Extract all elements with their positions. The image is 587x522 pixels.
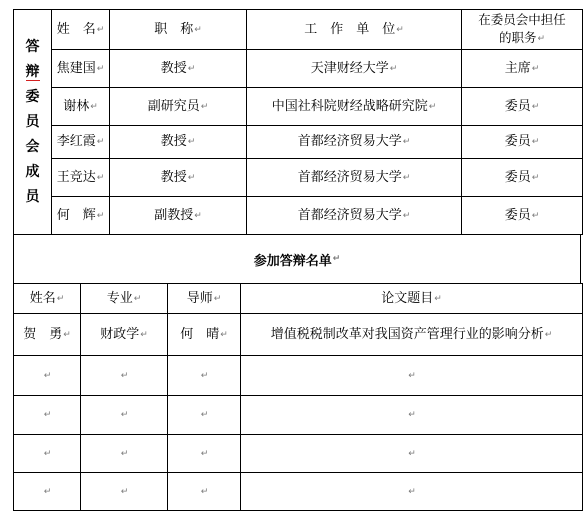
- student-name: ↵: [14, 396, 81, 435]
- header-role-line2: 的职务↵: [498, 30, 546, 45]
- student-advisor: ↵: [168, 473, 241, 511]
- header-title: 职 称↵: [110, 10, 247, 50]
- member-role: 委员↵: [462, 88, 583, 126]
- member-unit: 首都经济贸易大学↵: [247, 159, 462, 197]
- committee-vertical-label: [14, 10, 52, 235]
- committee-row: [14, 50, 583, 88]
- committee-header-row: [14, 10, 583, 50]
- defense-row: [14, 396, 583, 435]
- member-role: 委员↵: [462, 126, 583, 159]
- committee-row: [14, 126, 583, 159]
- student-advisor: 何 晴↵: [168, 314, 241, 356]
- member-role: 主席↵: [462, 50, 583, 88]
- vertical-char: 员: [25, 113, 40, 130]
- student-major: ↵: [81, 396, 168, 435]
- member-title: 教授↵: [110, 126, 247, 159]
- vertical-char: 会: [25, 138, 40, 155]
- defense-list-title: 参加答辩名单 ↵: [13, 235, 581, 283]
- student-thesis: ↵: [241, 396, 583, 435]
- student-advisor: ↵: [168, 396, 241, 435]
- header-role: [462, 10, 583, 50]
- member-name: 谢林↵: [52, 88, 110, 126]
- member-name: 李红霞↵: [52, 126, 110, 159]
- member-title: 教授↵: [110, 159, 247, 197]
- member-name: 王竞达↵: [52, 159, 110, 197]
- member-title: 教授↵: [110, 50, 247, 88]
- student-major: 财政学↵: [81, 314, 168, 356]
- student-name: ↵: [14, 435, 81, 473]
- vertical-char: 员: [25, 188, 40, 205]
- student-thesis: ↵: [241, 473, 583, 511]
- member-name: 焦建国↵: [52, 50, 110, 88]
- committee-row: [14, 88, 583, 126]
- student-thesis: ↵: [241, 356, 583, 396]
- member-unit: 首都经济贸易大学↵: [247, 197, 462, 235]
- member-title: 副教授↵: [110, 197, 247, 235]
- student-name: 贺 勇↵: [14, 314, 81, 356]
- student-name: ↵: [14, 473, 81, 511]
- member-unit: 中国社科院财经战略研究院↵: [247, 88, 462, 126]
- student-advisor: ↵: [168, 435, 241, 473]
- header-major: 专业↵: [81, 284, 168, 314]
- defense-row: [14, 314, 583, 356]
- member-role: 委员↵: [462, 159, 583, 197]
- header-unit: 工 作 单 位↵: [247, 10, 462, 50]
- header-student-name: 姓名↵: [14, 284, 81, 314]
- committee-row: [14, 197, 583, 235]
- header-thesis: 论文题目↵: [241, 284, 583, 314]
- student-thesis: 增值税税制改革对我国资产管理行业的影响分析↵: [241, 314, 583, 356]
- committee-table: [13, 9, 583, 235]
- vertical-char: 成: [25, 163, 40, 180]
- member-unit: 首都经济贸易大学↵: [247, 126, 462, 159]
- defense-row: [14, 435, 583, 473]
- committee-row: [14, 159, 583, 197]
- student-major: ↵: [81, 356, 168, 396]
- student-advisor: ↵: [168, 356, 241, 396]
- defense-table: [13, 283, 583, 511]
- member-unit: 天津财经大学↵: [247, 50, 462, 88]
- defense-row: [14, 473, 583, 511]
- header-role-line1: 在委员会中担任: [478, 12, 566, 27]
- vertical-char: 辩: [25, 63, 40, 80]
- member-role: 委员↵: [462, 197, 583, 235]
- student-name: ↵: [14, 356, 81, 396]
- defense-header-row: [14, 284, 583, 314]
- member-name: 何 辉↵: [52, 197, 110, 235]
- vertical-char: 答: [25, 38, 40, 55]
- member-title: 副研究员↵: [110, 88, 247, 126]
- header-name: 姓 名↵: [52, 10, 110, 50]
- defense-row: [14, 356, 583, 396]
- student-major: ↵: [81, 473, 168, 511]
- student-major: ↵: [81, 435, 168, 473]
- vertical-char: 委: [25, 88, 40, 105]
- student-thesis: ↵: [241, 435, 583, 473]
- header-advisor: 导师↵: [168, 284, 241, 314]
